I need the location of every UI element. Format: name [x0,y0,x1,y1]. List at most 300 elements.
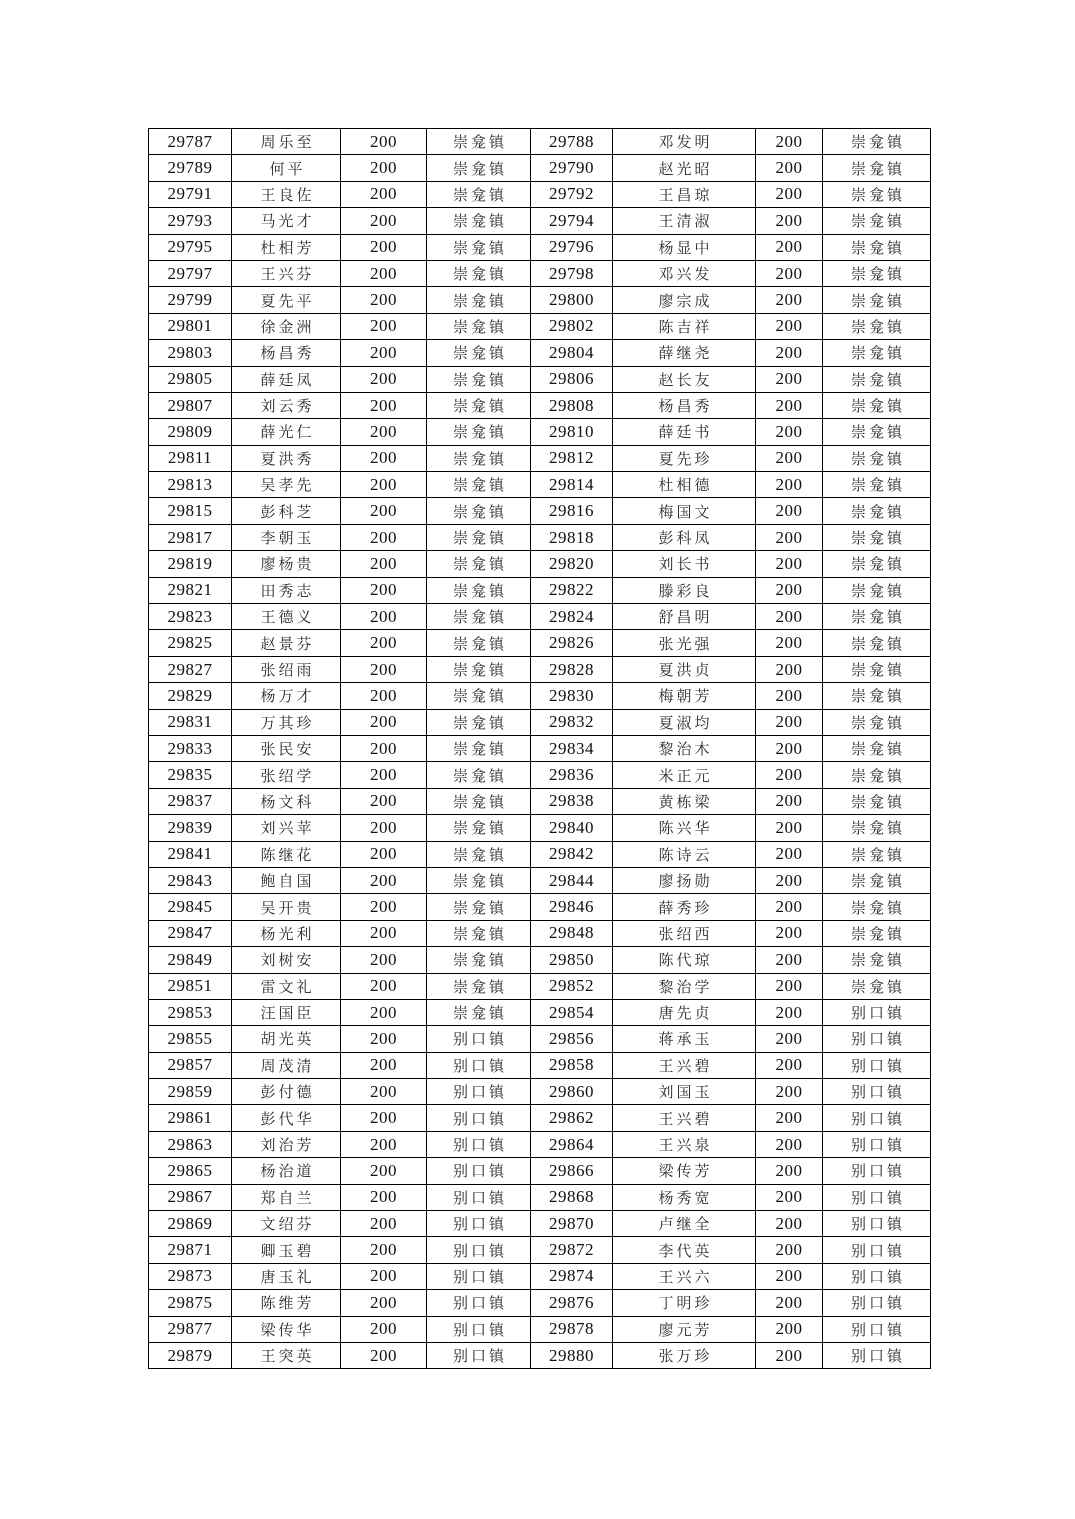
record-id: 29847 [149,920,232,946]
town-name: 崇龛镇 [427,788,531,814]
amount: 200 [341,577,427,603]
person-name: 丁明珍 [613,1290,756,1316]
table-row [149,1237,931,1263]
amount: 200 [341,709,427,735]
amount: 200 [756,181,823,207]
person-name: 张万珍 [613,1342,756,1368]
person-name: 廖宗成 [613,287,756,313]
town-name: 崇龛镇 [823,392,931,418]
amount: 200 [756,551,823,577]
person-name: 鲍自国 [232,867,341,893]
town-name: 崇龛镇 [427,762,531,788]
record-id: 29800 [531,287,613,313]
town-name: 崇龛镇 [823,973,931,999]
person-name: 赵景芬 [232,630,341,656]
town-name: 崇龛镇 [427,683,531,709]
record-id: 29814 [531,472,613,498]
person-name: 吴开贵 [232,894,341,920]
record-id: 29832 [531,709,613,735]
table-row [149,894,931,920]
record-id: 29873 [149,1263,232,1289]
amount: 200 [341,524,427,550]
person-name: 杨显中 [613,234,756,260]
town-name: 崇龛镇 [823,551,931,577]
town-name: 崇龛镇 [427,498,531,524]
town-name: 别口镇 [823,1105,931,1131]
amount: 200 [341,604,427,630]
person-name: 周茂清 [232,1052,341,1078]
amount: 200 [341,1079,427,1105]
amount: 200 [756,709,823,735]
person-name: 张民安 [232,735,341,761]
table-row [149,472,931,498]
person-name: 杨万才 [232,683,341,709]
amount: 200 [756,1211,823,1237]
table-row [149,867,931,893]
amount: 200 [756,973,823,999]
person-name: 陈兴华 [613,815,756,841]
amount: 200 [341,340,427,366]
amount: 200 [756,445,823,471]
record-id: 29855 [149,1026,232,1052]
record-id: 29871 [149,1237,232,1263]
table-row [149,1263,931,1289]
amount: 200 [341,498,427,524]
record-id: 29854 [531,999,613,1025]
amount: 200 [756,762,823,788]
person-name: 刘治芳 [232,1131,341,1157]
person-name: 赵光昭 [613,155,756,181]
town-name: 崇龛镇 [823,155,931,181]
person-name: 夏淑均 [613,709,756,735]
person-name: 刘兴苹 [232,815,341,841]
town-name: 别口镇 [427,1052,531,1078]
town-name: 别口镇 [823,1184,931,1210]
record-id: 29795 [149,234,232,260]
amount: 200 [756,947,823,973]
record-id: 29851 [149,973,232,999]
town-name: 别口镇 [427,1184,531,1210]
record-id: 29826 [531,630,613,656]
record-id: 29815 [149,498,232,524]
amount: 200 [341,1026,427,1052]
town-name: 崇龛镇 [823,472,931,498]
town-name: 崇龛镇 [427,920,531,946]
record-id: 29866 [531,1158,613,1184]
person-name: 陈继花 [232,841,341,867]
amount: 200 [756,867,823,893]
record-id: 29821 [149,577,232,603]
person-name: 杨治道 [232,1158,341,1184]
town-name: 崇龛镇 [427,947,531,973]
person-name: 陈诗云 [613,841,756,867]
record-id: 29818 [531,524,613,550]
amount: 200 [756,1263,823,1289]
table-row [149,208,931,234]
person-name: 卿玉碧 [232,1237,341,1263]
record-id: 29799 [149,287,232,313]
town-name: 崇龛镇 [427,155,531,181]
person-name: 杨文科 [232,788,341,814]
record-id: 29846 [531,894,613,920]
table-row [149,604,931,630]
record-id: 29859 [149,1079,232,1105]
person-name: 唐玉礼 [232,1263,341,1289]
record-id: 29825 [149,630,232,656]
amount: 200 [341,260,427,286]
amount: 200 [756,920,823,946]
person-name: 廖元芳 [613,1316,756,1342]
town-name: 别口镇 [823,1316,931,1342]
amount: 200 [341,841,427,867]
record-id: 29788 [531,129,613,155]
person-name: 夏先珍 [613,445,756,471]
person-name: 杨光利 [232,920,341,946]
town-name: 崇龛镇 [427,445,531,471]
person-name: 马光才 [232,208,341,234]
town-name: 崇龛镇 [427,366,531,392]
amount: 200 [341,894,427,920]
amount: 200 [756,498,823,524]
person-name: 张光强 [613,630,756,656]
table-row [149,920,931,946]
person-name: 杨秀宽 [613,1184,756,1210]
record-id: 29828 [531,656,613,682]
amount: 200 [756,524,823,550]
person-name: 唐先贞 [613,999,756,1025]
person-name: 刘国玉 [613,1079,756,1105]
record-id: 29865 [149,1158,232,1184]
person-name: 王良佐 [232,181,341,207]
town-name: 别口镇 [427,1316,531,1342]
person-name: 薛廷凤 [232,366,341,392]
amount: 200 [341,920,427,946]
person-name: 王兴碧 [613,1052,756,1078]
town-name: 崇龛镇 [427,287,531,313]
person-name: 刘云秀 [232,392,341,418]
record-id: 29824 [531,604,613,630]
table-row [149,999,931,1025]
record-id: 29853 [149,999,232,1025]
person-name: 李朝玉 [232,524,341,550]
record-id: 29875 [149,1290,232,1316]
amount: 200 [341,551,427,577]
amount: 200 [341,234,427,260]
person-name: 雷文礼 [232,973,341,999]
record-id: 29801 [149,313,232,339]
amount: 200 [756,630,823,656]
table-row [149,1342,931,1368]
person-name: 蒋承玉 [613,1026,756,1052]
table-row [149,1316,931,1342]
town-name: 别口镇 [427,1263,531,1289]
record-id: 29874 [531,1263,613,1289]
record-id: 29838 [531,788,613,814]
person-name: 夏洪贞 [613,656,756,682]
record-id: 29812 [531,445,613,471]
town-name: 崇龛镇 [823,656,931,682]
town-name: 崇龛镇 [427,735,531,761]
record-id: 29835 [149,762,232,788]
record-id: 29807 [149,392,232,418]
record-id: 29841 [149,841,232,867]
record-id: 29810 [531,419,613,445]
town-name: 崇龛镇 [427,894,531,920]
table-row [149,498,931,524]
table-row [149,1079,931,1105]
town-name: 崇龛镇 [823,181,931,207]
record-id: 29816 [531,498,613,524]
table-row [149,656,931,682]
amount: 200 [341,1158,427,1184]
person-name: 王昌琼 [613,181,756,207]
town-name: 崇龛镇 [823,234,931,260]
person-name: 彭付德 [232,1079,341,1105]
town-name: 崇龛镇 [823,524,931,550]
amount: 200 [756,683,823,709]
record-id: 29863 [149,1131,232,1157]
person-name: 薛秀珍 [613,894,756,920]
record-id: 29787 [149,129,232,155]
record-id: 29870 [531,1211,613,1237]
record-id: 29820 [531,551,613,577]
amount: 200 [341,392,427,418]
person-name: 王兴芬 [232,260,341,286]
amount: 200 [341,867,427,893]
record-id: 29817 [149,524,232,550]
amount: 200 [341,1105,427,1131]
amount: 200 [341,1131,427,1157]
amount: 200 [756,815,823,841]
person-name: 王兴泉 [613,1131,756,1157]
town-name: 崇龛镇 [823,287,931,313]
record-id: 29837 [149,788,232,814]
town-name: 崇龛镇 [823,445,931,471]
person-name: 舒昌明 [613,604,756,630]
amount: 200 [756,1026,823,1052]
person-name: 彭科凤 [613,524,756,550]
person-name: 杨昌秀 [232,340,341,366]
town-name: 崇龛镇 [427,999,531,1025]
town-name: 崇龛镇 [427,656,531,682]
town-name: 崇龛镇 [823,709,931,735]
record-id: 29811 [149,445,232,471]
table-row [149,129,931,155]
record-id: 29857 [149,1052,232,1078]
amount: 200 [756,313,823,339]
town-name: 别口镇 [823,1211,931,1237]
table-row [149,287,931,313]
record-id: 29794 [531,208,613,234]
amount: 200 [756,1290,823,1316]
record-id: 29803 [149,340,232,366]
town-name: 崇龛镇 [823,129,931,155]
record-id: 29876 [531,1290,613,1316]
town-name: 崇龛镇 [427,392,531,418]
person-name: 文绍芬 [232,1211,341,1237]
person-name: 廖扬勋 [613,867,756,893]
table-row [149,181,931,207]
amount: 200 [341,788,427,814]
town-name: 别口镇 [823,1290,931,1316]
person-name: 黎治木 [613,735,756,761]
table-row [149,947,931,973]
person-name: 米正元 [613,762,756,788]
record-id: 29833 [149,735,232,761]
table-row [149,1131,931,1157]
record-id: 29848 [531,920,613,946]
record-id: 29878 [531,1316,613,1342]
record-id: 29793 [149,208,232,234]
town-name: 崇龛镇 [427,181,531,207]
record-id: 29830 [531,683,613,709]
amount: 200 [341,313,427,339]
person-name: 黎治学 [613,973,756,999]
amount: 200 [756,788,823,814]
amount: 200 [756,1105,823,1131]
person-name: 彭代华 [232,1105,341,1131]
amount: 200 [341,815,427,841]
town-name: 别口镇 [427,1131,531,1157]
record-id: 29808 [531,392,613,418]
amount: 200 [341,947,427,973]
town-name: 别口镇 [823,1263,931,1289]
table-row [149,551,931,577]
town-name: 别口镇 [823,1052,931,1078]
amount: 200 [756,472,823,498]
table-row [149,1026,931,1052]
record-id: 29842 [531,841,613,867]
amount: 200 [341,1052,427,1078]
record-id: 29790 [531,155,613,181]
table-row [149,155,931,181]
town-name: 崇龛镇 [823,630,931,656]
record-id: 29802 [531,313,613,339]
person-name: 杜相芳 [232,234,341,260]
person-name: 吴孝先 [232,472,341,498]
person-name: 陈代琼 [613,947,756,973]
person-name: 刘树安 [232,947,341,973]
person-name: 王突英 [232,1342,341,1368]
town-name: 崇龛镇 [823,894,931,920]
amount: 200 [341,683,427,709]
table-row [149,788,931,814]
amount: 200 [756,1184,823,1210]
person-name: 刘长书 [613,551,756,577]
person-name: 胡光英 [232,1026,341,1052]
town-name: 别口镇 [427,1158,531,1184]
amount: 200 [341,1316,427,1342]
person-name: 李代英 [613,1237,756,1263]
town-name: 崇龛镇 [427,815,531,841]
amount: 200 [341,155,427,181]
table-row [149,683,931,709]
town-name: 崇龛镇 [823,366,931,392]
record-id: 29822 [531,577,613,603]
record-id: 29840 [531,815,613,841]
town-name: 崇龛镇 [823,419,931,445]
amount: 200 [756,656,823,682]
town-name: 崇龛镇 [427,630,531,656]
record-id: 29867 [149,1184,232,1210]
town-name: 崇龛镇 [823,762,931,788]
amount: 200 [756,260,823,286]
record-id: 29864 [531,1131,613,1157]
table-row [149,234,931,260]
record-id: 29872 [531,1237,613,1263]
person-name: 邓发明 [613,129,756,155]
table-row [149,1184,931,1210]
person-name: 梁传芳 [613,1158,756,1184]
amount: 200 [756,155,823,181]
amount: 200 [756,208,823,234]
town-name: 崇龛镇 [427,973,531,999]
record-id: 29852 [531,973,613,999]
record-id: 29844 [531,867,613,893]
amount: 200 [341,419,427,445]
person-name: 汪国臣 [232,999,341,1025]
person-name: 何平 [232,155,341,181]
amount: 200 [341,630,427,656]
amount: 200 [756,392,823,418]
table-row [149,815,931,841]
record-id: 29792 [531,181,613,207]
person-name: 周乐至 [232,129,341,155]
amount: 200 [341,656,427,682]
town-name: 崇龛镇 [427,604,531,630]
record-id: 29796 [531,234,613,260]
person-name: 王清淑 [613,208,756,234]
town-name: 崇龛镇 [823,208,931,234]
person-name: 陈维芳 [232,1290,341,1316]
town-name: 别口镇 [427,1079,531,1105]
town-name: 别口镇 [427,1342,531,1368]
table-row [149,762,931,788]
person-name: 王兴碧 [613,1105,756,1131]
amount: 200 [341,1342,427,1368]
town-name: 崇龛镇 [427,313,531,339]
person-name: 杜相德 [613,472,756,498]
amount: 200 [756,1158,823,1184]
record-id: 29831 [149,709,232,735]
amount: 200 [756,1342,823,1368]
amount: 200 [756,604,823,630]
record-id: 29819 [149,551,232,577]
town-name: 崇龛镇 [823,604,931,630]
town-name: 别口镇 [823,1131,931,1157]
town-name: 崇龛镇 [823,788,931,814]
record-id: 29823 [149,604,232,630]
record-id: 29861 [149,1105,232,1131]
table-row [149,709,931,735]
table-row [149,577,931,603]
town-name: 别口镇 [823,1079,931,1105]
record-id: 29798 [531,260,613,286]
town-name: 别口镇 [427,1237,531,1263]
amount: 200 [756,999,823,1025]
town-name: 崇龛镇 [823,260,931,286]
amount: 200 [341,208,427,234]
amount: 200 [756,1131,823,1157]
town-name: 崇龛镇 [427,340,531,366]
person-name: 万其珍 [232,709,341,735]
record-id: 29877 [149,1316,232,1342]
table-row [149,841,931,867]
amount: 200 [756,129,823,155]
person-name: 杨昌秀 [613,392,756,418]
person-name: 田秀志 [232,577,341,603]
town-name: 崇龛镇 [823,313,931,339]
